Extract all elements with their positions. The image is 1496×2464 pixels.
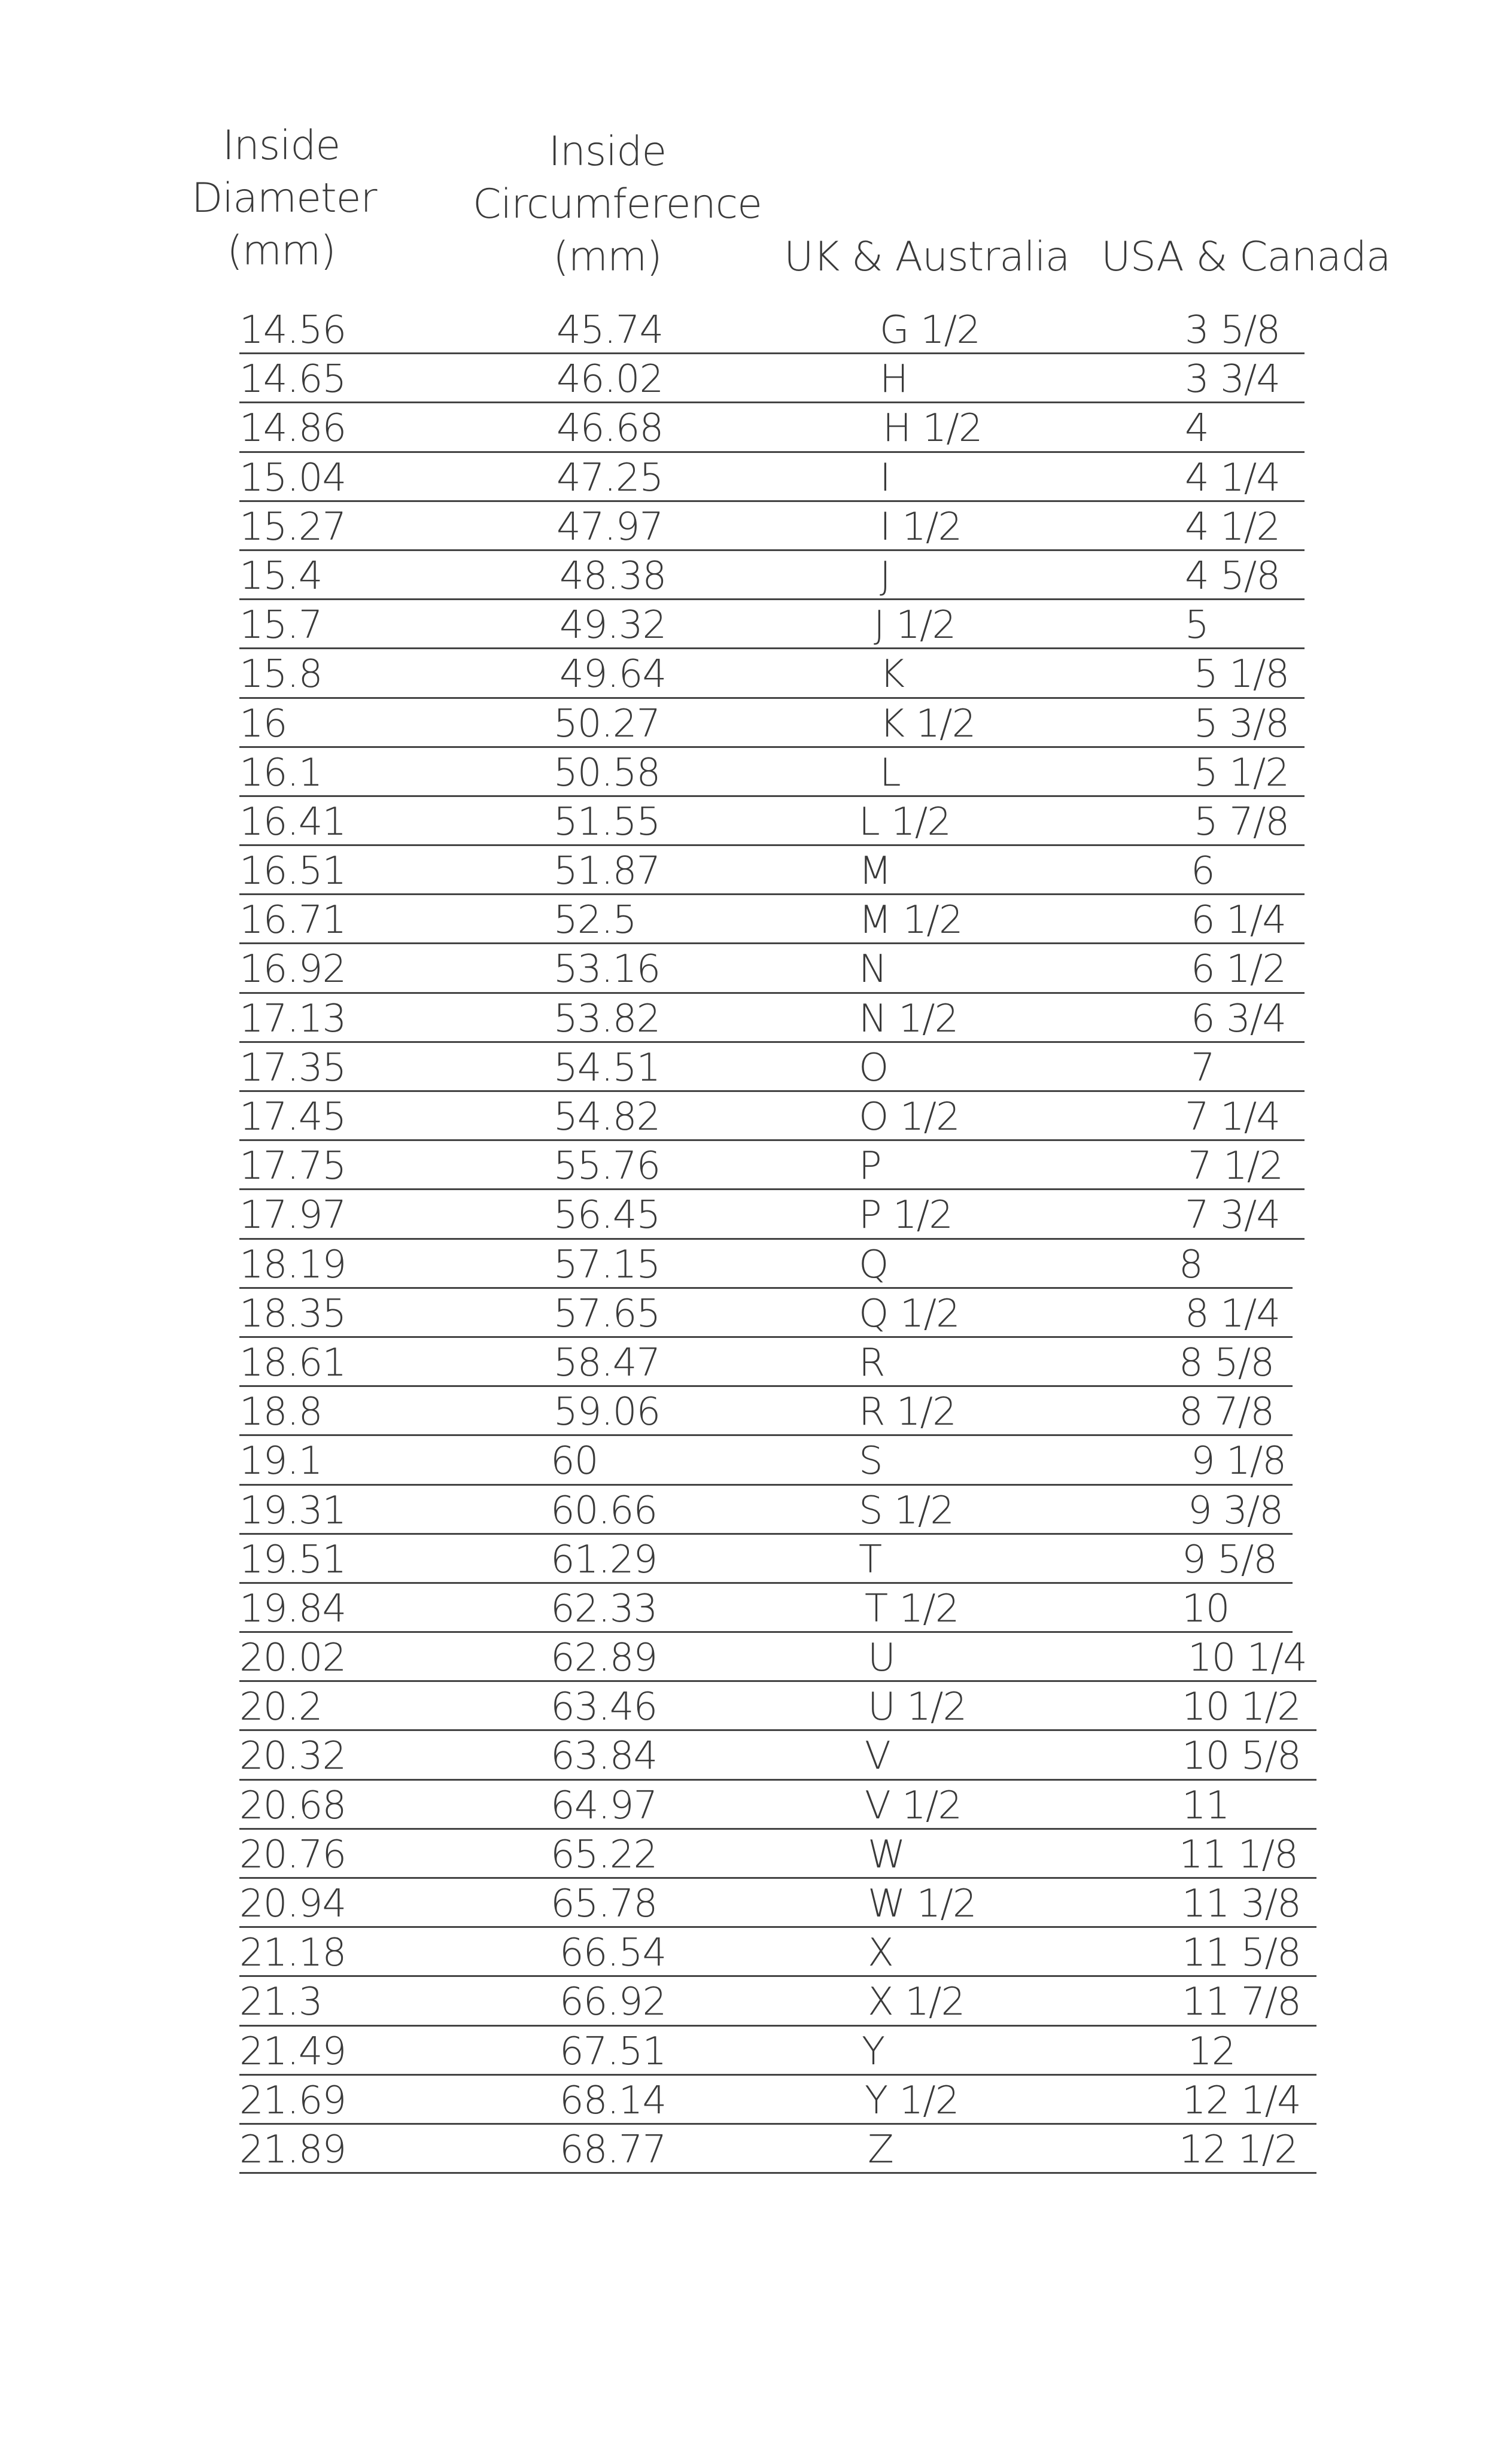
cell-inside-diameter: 14.86	[239, 406, 346, 451]
table-row	[239, 1141, 1305, 1190]
header-line: Inside	[548, 128, 667, 175]
cell-usa-canada: 5 1/8	[1194, 652, 1290, 697]
cell-inside-circumference: 53.16	[554, 947, 661, 992]
cell-inside-circumference: 63.46	[551, 1685, 658, 1730]
table-row	[239, 305, 1305, 354]
cell-inside-circumference: 55.76	[554, 1144, 661, 1189]
cell-inside-diameter: 20.68	[239, 1783, 346, 1828]
table-row	[239, 1879, 1305, 1928]
cell-inside-circumference: 63.84	[551, 1734, 658, 1779]
cell-usa-canada: 10 5/8	[1182, 1734, 1301, 1779]
cell-uk-australia: V 1/2	[865, 1783, 962, 1828]
cell-uk-australia: R	[859, 1340, 885, 1385]
cell-uk-australia: U 1/2	[868, 1685, 967, 1730]
cell-usa-canada: 10	[1182, 1586, 1230, 1631]
cell-usa-canada: 5 3/8	[1194, 701, 1290, 746]
table-row	[239, 453, 1305, 502]
header-line: (mm)	[553, 233, 662, 281]
size-table	[239, 305, 1305, 2174]
table-row	[239, 1289, 1305, 1338]
cell-uk-australia: P 1/2	[859, 1193, 953, 1238]
table-row	[239, 1436, 1305, 1485]
cell-inside-diameter: 21.3	[239, 1980, 323, 2025]
cell-uk-australia: M	[859, 849, 892, 894]
cell-usa-canada: 11 7/8	[1182, 1980, 1301, 2025]
cell-inside-circumference: 54.51	[554, 1045, 661, 1090]
cell-inside-diameter: 20.94	[239, 1882, 346, 1926]
table-row	[239, 600, 1305, 649]
row-divider	[239, 2172, 1316, 2174]
table-row	[239, 403, 1305, 452]
cell-inside-diameter: 21.49	[239, 2029, 346, 2074]
cell-inside-circumference: 53.82	[554, 996, 661, 1041]
cell-usa-canada: 10 1/2	[1182, 1685, 1301, 1730]
cell-inside-diameter: 15.7	[239, 603, 323, 648]
header-line: UK & Australia	[784, 233, 1070, 281]
header-inside-diameter	[191, 120, 377, 278]
header-line: Circumference	[473, 181, 762, 228]
table-row	[239, 1781, 1305, 1830]
cell-inside-circumference: 46.02	[557, 357, 664, 402]
cell-inside-diameter: 16.51	[239, 849, 346, 894]
cell-inside-circumference: 52.5	[554, 898, 637, 943]
cell-uk-australia: K	[880, 652, 904, 697]
cell-inside-circumference: 50.27	[554, 701, 661, 746]
cell-uk-australia: J 1/2	[874, 603, 956, 648]
cell-inside-diameter: 20.76	[239, 1832, 346, 1877]
cell-uk-australia: I	[880, 455, 890, 500]
table-row	[239, 994, 1305, 1043]
table-row	[239, 846, 1305, 895]
cell-inside-diameter: 16.92	[239, 947, 346, 992]
table-row	[239, 1486, 1305, 1535]
table-row	[239, 2027, 1305, 2076]
header-inside-circumference	[473, 126, 762, 284]
table-row	[239, 1830, 1305, 1879]
cell-uk-australia: L	[880, 750, 901, 795]
cell-inside-diameter: 20.2	[239, 1685, 323, 1730]
cell-inside-diameter: 20.02	[239, 1636, 346, 1681]
cell-inside-diameter: 18.35	[239, 1291, 346, 1336]
cell-inside-circumference: 68.77	[560, 2127, 667, 2172]
cell-inside-circumference: 66.92	[560, 1980, 667, 2025]
cell-usa-canada: 10 1/4	[1188, 1636, 1307, 1681]
cell-usa-canada: 3 3/4	[1185, 357, 1281, 402]
cell-uk-australia: K 1/2	[880, 701, 976, 746]
cell-inside-diameter: 15.04	[239, 455, 346, 500]
cell-inside-circumference: 61.29	[551, 1537, 658, 1582]
cell-inside-diameter: 21.18	[239, 1931, 346, 1976]
cell-usa-canada: 8 7/8	[1179, 1390, 1275, 1435]
cell-uk-australia: Y 1/2	[865, 2078, 959, 2123]
table-row	[239, 1092, 1305, 1141]
cell-uk-australia: Q 1/2	[859, 1291, 960, 1336]
cell-inside-circumference: 65.22	[551, 1832, 658, 1877]
cell-usa-canada: 8	[1179, 1242, 1203, 1287]
table-row	[239, 748, 1305, 797]
cell-usa-canada: 6 1/4	[1191, 898, 1287, 943]
cell-inside-circumference: 47.25	[557, 455, 664, 500]
cell-uk-australia: X 1/2	[868, 1980, 965, 2025]
table-row	[239, 1584, 1305, 1633]
cell-inside-circumference: 49.32	[560, 603, 667, 648]
table-row	[239, 1928, 1305, 1977]
table-row	[239, 1535, 1305, 1584]
cell-inside-circumference: 62.89	[551, 1636, 658, 1681]
cell-uk-australia: Z	[868, 2127, 893, 2172]
table-row	[239, 2125, 1305, 2174]
cell-inside-diameter: 18.8	[239, 1390, 323, 1435]
cell-uk-australia: M 1/2	[859, 898, 963, 943]
cell-inside-diameter: 18.61	[239, 1340, 346, 1385]
cell-usa-canada: 6 1/2	[1191, 947, 1287, 992]
cell-inside-circumference: 51.87	[554, 849, 661, 894]
table-row	[239, 699, 1305, 748]
cell-uk-australia: Q	[859, 1242, 889, 1287]
cell-usa-canada: 11 3/8	[1182, 1882, 1301, 1926]
cell-usa-canada: 12 1/4	[1182, 2078, 1301, 2123]
cell-inside-diameter: 19.1	[239, 1439, 323, 1484]
cell-inside-circumference: 49.64	[560, 652, 667, 697]
cell-uk-australia: Y	[862, 2029, 885, 2074]
cell-inside-diameter: 19.31	[239, 1488, 346, 1533]
cell-usa-canada: 9 3/8	[1188, 1488, 1284, 1533]
cell-inside-circumference: 67.51	[560, 2029, 667, 2074]
cell-inside-circumference: 66.54	[560, 1931, 667, 1976]
cell-inside-circumference: 48.38	[560, 553, 667, 598]
table-row	[239, 1633, 1305, 1682]
cell-uk-australia: S 1/2	[859, 1488, 954, 1533]
cell-uk-australia: V	[865, 1734, 890, 1779]
cell-uk-australia: H 1/2	[883, 406, 983, 451]
cell-uk-australia: T 1/2	[865, 1586, 959, 1631]
cell-usa-canada: 12 1/2	[1179, 2127, 1298, 2172]
table-row	[239, 1731, 1305, 1780]
cell-inside-circumference: 47.97	[557, 504, 664, 549]
cell-inside-circumference: 58.47	[554, 1340, 661, 1385]
table-row	[239, 944, 1305, 993]
cell-inside-circumference: 65.78	[551, 1882, 658, 1926]
cell-inside-diameter: 18.19	[239, 1242, 346, 1287]
cell-usa-canada: 7	[1191, 1045, 1215, 1090]
cell-usa-canada: 4 5/8	[1185, 553, 1281, 598]
cell-inside-diameter: 15.8	[239, 652, 323, 697]
cell-uk-australia: G 1/2	[880, 308, 980, 352]
table-row	[239, 1043, 1305, 1092]
cell-uk-australia: L 1/2	[859, 799, 951, 844]
cell-uk-australia: S	[859, 1439, 883, 1484]
cell-inside-diameter: 14.65	[239, 357, 346, 402]
cell-usa-canada: 8 5/8	[1179, 1340, 1275, 1385]
table-row	[239, 551, 1305, 600]
header-line: USA & Canada	[1101, 233, 1391, 281]
cell-usa-canada: 5 7/8	[1194, 799, 1290, 844]
cell-inside-diameter: 21.89	[239, 2127, 346, 2172]
cell-inside-diameter: 17.75	[239, 1144, 346, 1189]
cell-inside-diameter: 19.51	[239, 1537, 346, 1582]
cell-inside-circumference: 51.55	[554, 799, 661, 844]
cell-inside-circumference: 59.06	[554, 1390, 661, 1435]
cell-usa-canada: 7 1/2	[1188, 1144, 1284, 1189]
header-line: Diameter	[191, 175, 377, 222]
table-row	[239, 1387, 1305, 1436]
cell-uk-australia: U	[868, 1636, 895, 1681]
table-row	[239, 1338, 1305, 1387]
cell-inside-circumference: 50.58	[554, 750, 661, 795]
cell-inside-diameter: 16	[239, 701, 287, 746]
cell-usa-canada: 6	[1191, 849, 1215, 894]
cell-usa-canada: 4	[1185, 406, 1209, 451]
cell-inside-diameter: 16.71	[239, 898, 346, 943]
cell-usa-canada: 4 1/2	[1185, 504, 1281, 549]
cell-usa-canada: 7 3/4	[1185, 1193, 1281, 1238]
table-row	[239, 1190, 1305, 1239]
cell-inside-circumference: 62.33	[551, 1586, 658, 1631]
cell-inside-circumference: 57.15	[554, 1242, 661, 1287]
header-uk-australia	[784, 231, 1070, 284]
cell-inside-circumference: 64.97	[551, 1783, 658, 1828]
cell-inside-diameter: 17.13	[239, 996, 346, 1041]
cell-inside-diameter: 19.84	[239, 1586, 346, 1631]
cell-uk-australia: O 1/2	[859, 1095, 960, 1139]
cell-inside-circumference: 60.66	[551, 1488, 658, 1533]
cell-inside-diameter: 21.69	[239, 2078, 346, 2123]
cell-usa-canada: 11	[1182, 1783, 1230, 1828]
cell-inside-diameter: 17.35	[239, 1045, 346, 1090]
cell-usa-canada: 11 5/8	[1182, 1931, 1301, 1976]
cell-uk-australia: R 1/2	[859, 1390, 956, 1435]
cell-inside-diameter: 14.56	[239, 308, 346, 352]
table-row	[239, 1682, 1305, 1731]
cell-inside-circumference: 56.45	[554, 1193, 661, 1238]
header-line: (mm)	[227, 227, 336, 275]
cell-inside-diameter: 15.27	[239, 504, 346, 549]
table-row	[239, 649, 1305, 698]
cell-inside-diameter: 15.4	[239, 553, 323, 598]
cell-usa-canada: 12	[1188, 2029, 1236, 2074]
cell-usa-canada: 9 5/8	[1182, 1537, 1278, 1582]
cell-inside-diameter: 16.1	[239, 750, 323, 795]
cell-uk-australia: N 1/2	[859, 996, 959, 1041]
table-row	[239, 895, 1305, 944]
cell-usa-canada: 7 1/4	[1185, 1095, 1281, 1139]
cell-inside-diameter: 16.41	[239, 799, 346, 844]
cell-usa-canada: 3 5/8	[1185, 308, 1281, 352]
table-row	[239, 1240, 1305, 1289]
cell-uk-australia: T	[859, 1537, 882, 1582]
cell-inside-circumference: 60	[551, 1439, 598, 1484]
cell-usa-canada: 6 3/4	[1191, 996, 1287, 1041]
cell-uk-australia: N	[859, 947, 887, 992]
cell-inside-circumference: 57.65	[554, 1291, 661, 1336]
cell-uk-australia: O	[859, 1045, 889, 1090]
cell-usa-canada: 4 1/4	[1185, 455, 1281, 500]
cell-inside-circumference: 68.14	[560, 2078, 667, 2123]
cell-uk-australia: P	[859, 1144, 881, 1189]
cell-usa-canada: 9 1/8	[1191, 1439, 1287, 1484]
table-row	[239, 2076, 1305, 2125]
header-usa-canada	[1101, 231, 1391, 284]
cell-usa-canada: 5	[1185, 603, 1209, 648]
cell-inside-circumference: 45.74	[557, 308, 664, 352]
table-row	[239, 502, 1305, 551]
table-row	[239, 354, 1305, 403]
cell-uk-australia: I 1/2	[880, 504, 962, 549]
table-row	[239, 1977, 1305, 2026]
cell-uk-australia: H	[880, 357, 908, 402]
cell-uk-australia: W 1/2	[868, 1882, 977, 1926]
cell-uk-australia: X	[868, 1931, 893, 1976]
cell-inside-diameter: 20.32	[239, 1734, 346, 1779]
cell-inside-diameter: 17.45	[239, 1095, 346, 1139]
cell-usa-canada: 8 1/4	[1185, 1291, 1281, 1336]
cell-usa-canada: 5 1/2	[1194, 750, 1290, 795]
cell-inside-circumference: 54.82	[554, 1095, 661, 1139]
cell-inside-circumference: 46.68	[557, 406, 664, 451]
cell-usa-canada: 11 1/8	[1179, 1832, 1298, 1877]
cell-uk-australia: W	[868, 1832, 905, 1877]
cell-inside-diameter: 17.97	[239, 1193, 346, 1238]
table-row	[239, 797, 1305, 846]
cell-uk-australia: J	[880, 553, 890, 598]
header-line: Inside	[222, 122, 340, 169]
